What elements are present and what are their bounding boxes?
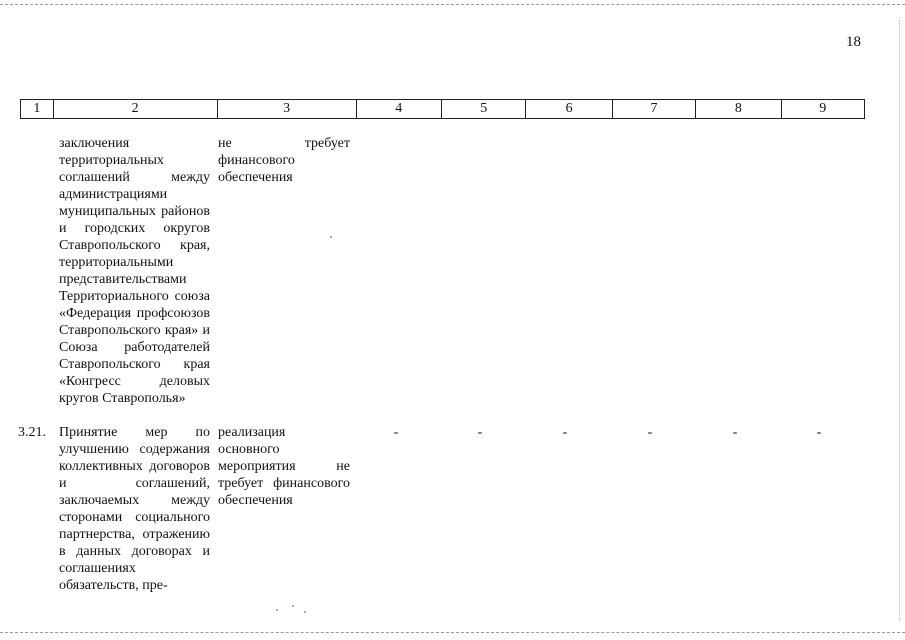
header-col-5: 5: [442, 100, 526, 118]
scan-edge-right: [899, 20, 900, 620]
scan-speck: [292, 605, 294, 607]
continued-row-col2: заключения территориальных соглашений между администрациями муниципальных районов и городских округов Ставропольского края, территориальными представительствами Территориального союза «Федерация профсоюзов Ставропольского края» и Союза работодателей Ставропольского края «Конгресс деловых кругов Ставрополья»: [59, 136, 210, 406]
header-col-4: 4: [357, 100, 442, 118]
scan-speck: [330, 236, 332, 238]
scan-edge-bottom: [0, 632, 905, 633]
row-3-21-col2: Принятие мер по улучшению содержания коллективных договоров и соглашений, заключаемых между сторонами социального партнерства, отражению в данных договорах и соглашениях обязательств, пре-: [59, 425, 210, 593]
row-3-21-col4: -: [393, 425, 399, 440]
header-col-8: 8: [696, 100, 781, 118]
row-3-21-col3: реализация основного мероприятия не требует финансового обеспечения: [218, 425, 350, 508]
header-col-2: 2: [54, 100, 218, 118]
scan-speck: [304, 611, 306, 613]
scan-edge-top: [0, 4, 905, 5]
table-header-row: [20, 99, 865, 119]
row-3-21-col7: -: [647, 425, 653, 440]
row-number: 3.21.: [18, 425, 46, 440]
header-col-9: 9: [819, 101, 827, 116]
header-col-3: 3: [218, 100, 357, 118]
header-col-7: 7: [613, 100, 696, 118]
header-col-1: 1: [21, 100, 54, 118]
row-3-21-col9: -: [816, 425, 822, 440]
row-3-21-col8: -: [732, 425, 738, 440]
continued-row-col3: не требует финансового обеспечения: [218, 136, 350, 185]
scan-speck: [276, 609, 278, 611]
page-number: 18: [846, 34, 861, 50]
header-col-6: 6: [526, 100, 612, 118]
row-3-21-col6: -: [562, 425, 568, 440]
row-3-21-col5: -: [477, 425, 483, 440]
